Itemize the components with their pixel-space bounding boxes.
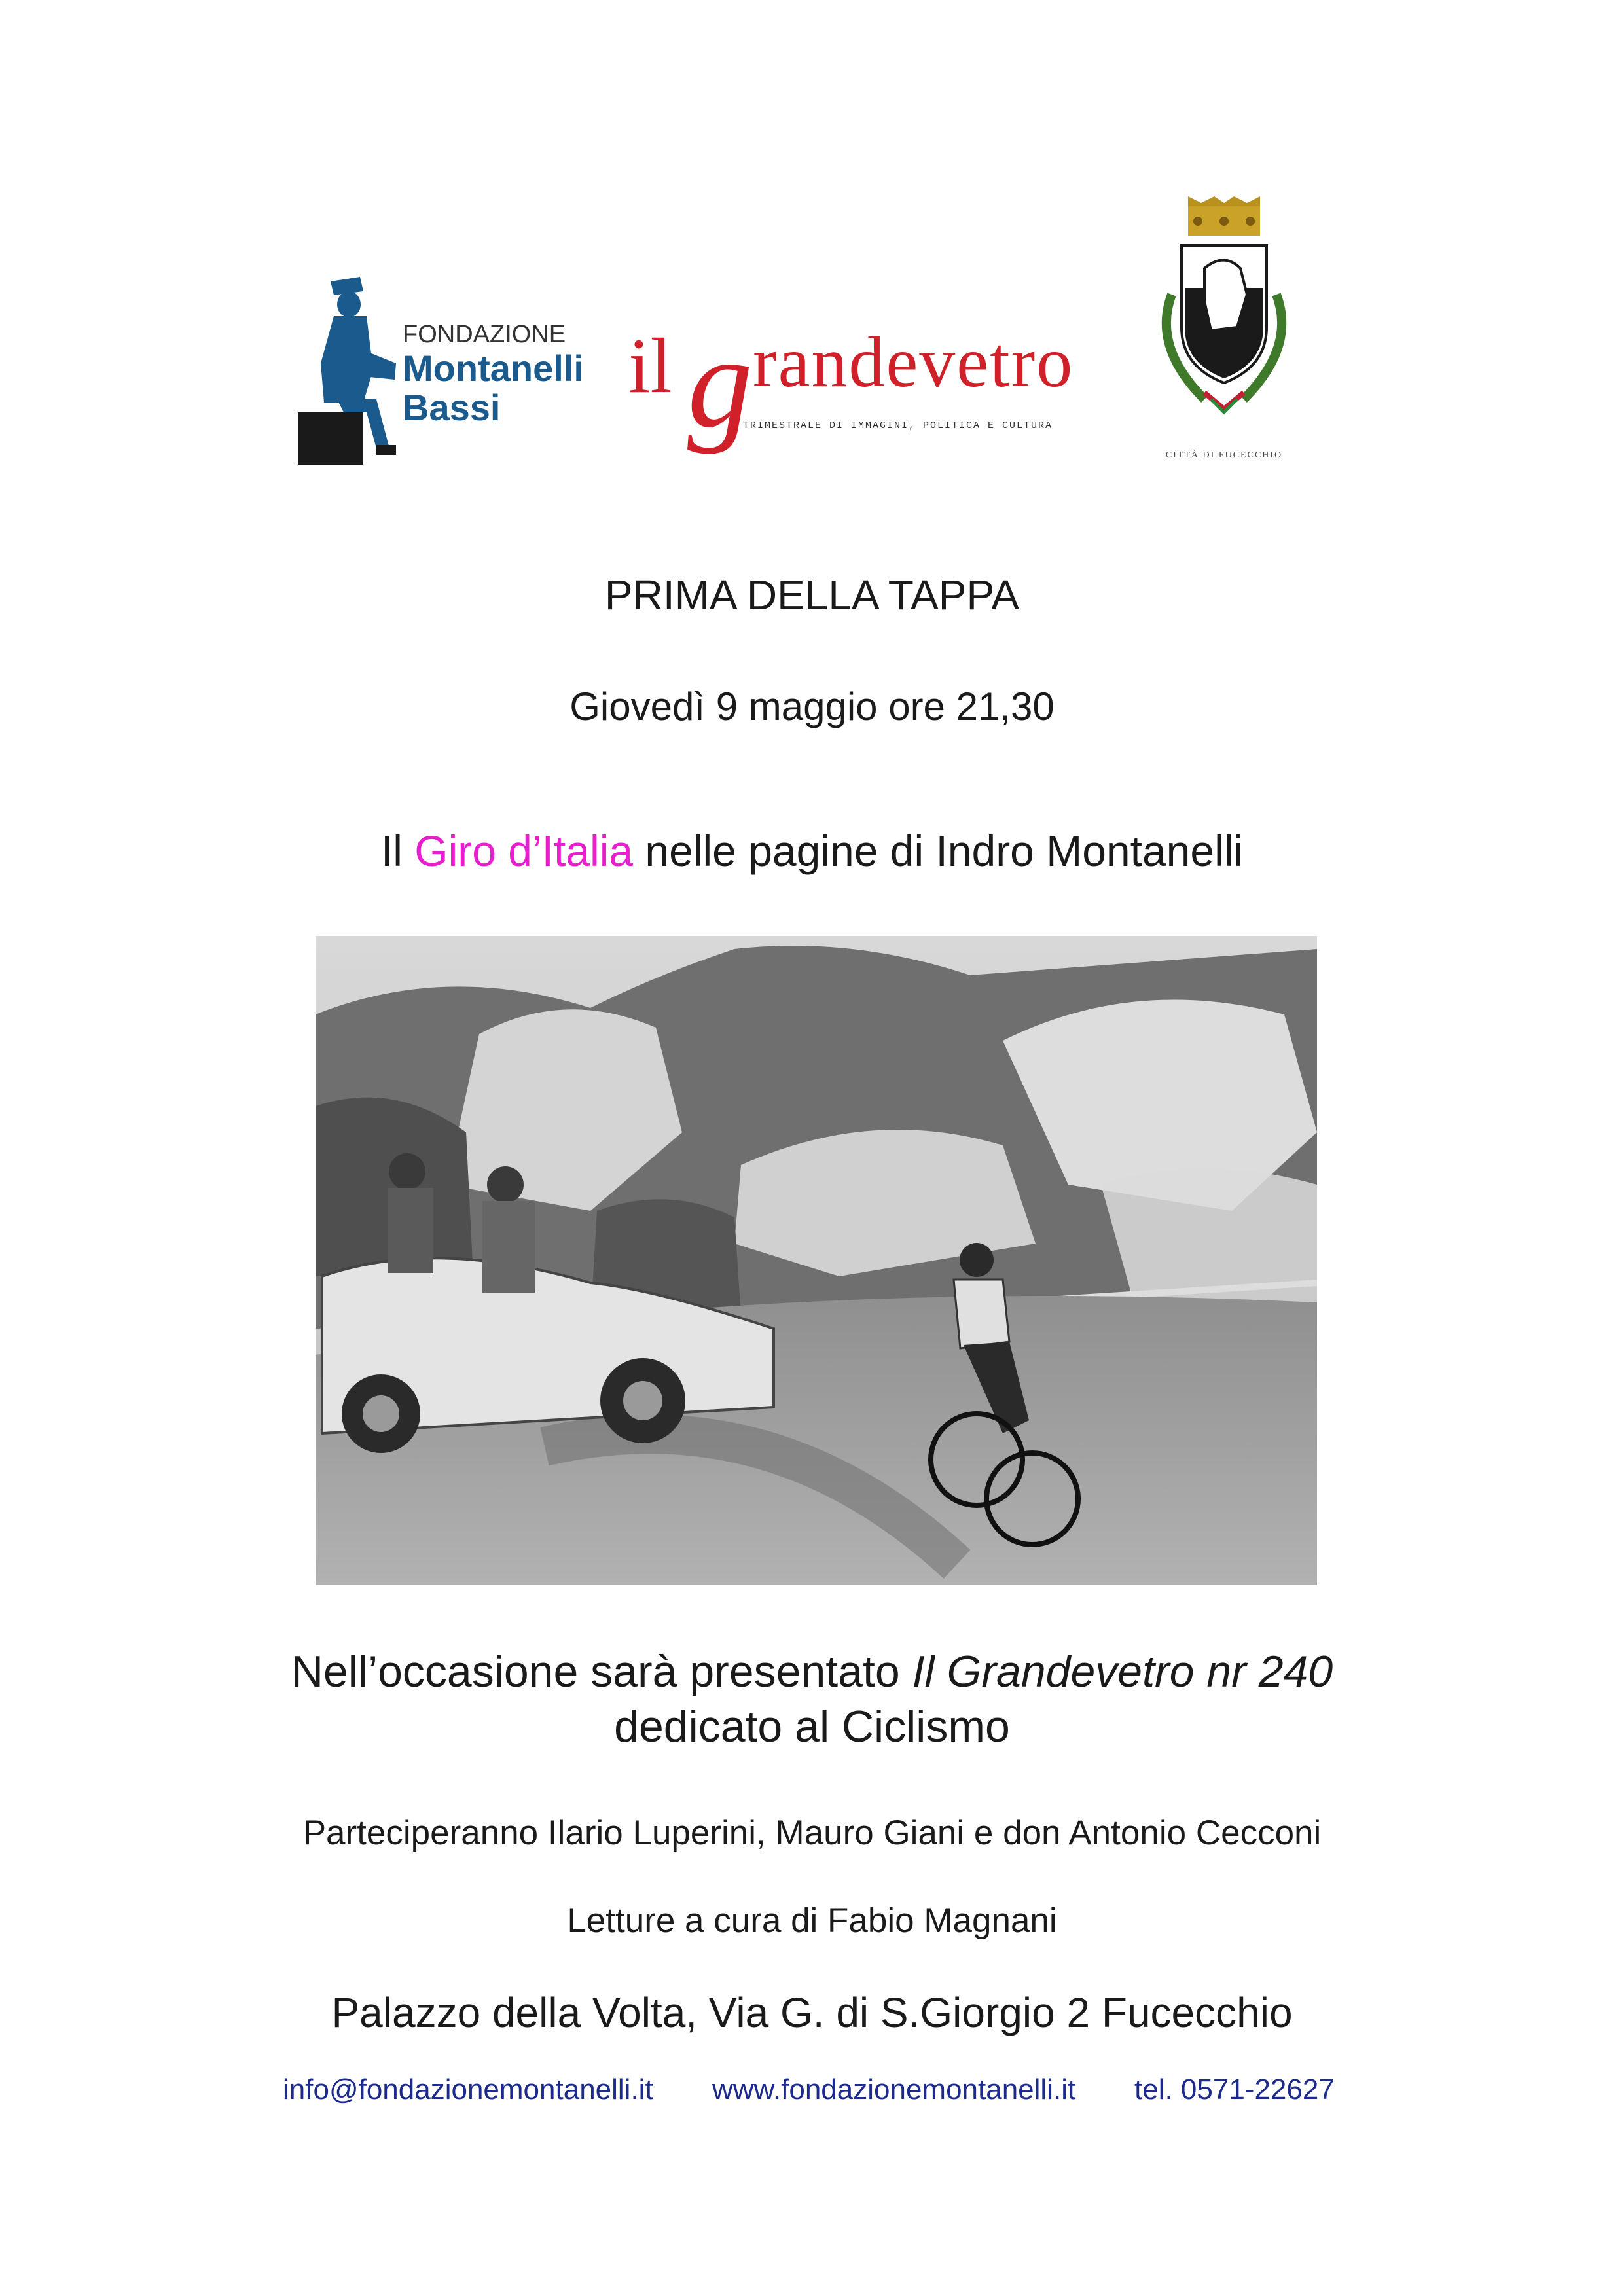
participants: Parteciperanno Ilario Luperini, Mauro Giani e don Antonio Cecconi xyxy=(302,1814,1322,1852)
coat-of-arms-icon xyxy=(1126,196,1322,445)
grandevetro-prefix: il xyxy=(628,322,672,409)
cyclist-photo xyxy=(316,936,1317,1585)
citta-di-fucecchio-crest xyxy=(1126,196,1322,471)
readings: Letture a cura di Fabio Magnani xyxy=(567,1901,1057,1940)
presentation-line1-text: Nell’occasione sarà presentato xyxy=(291,1647,912,1696)
bassi-label: Bassi xyxy=(403,387,501,428)
venue: Palazzo della Volta, Via G. di S.Giorgio 2 Fucecchio xyxy=(331,1989,1293,2036)
subtitle-pre: Il xyxy=(380,827,415,875)
grandevetro-g-letter: g xyxy=(687,310,753,455)
page-title: PRIMA DELLA TAPPA xyxy=(604,571,1020,619)
event-date: Giovedì 9 maggio ore 21,30 xyxy=(569,685,1055,728)
city-caption: CITTÀ DI FUCECCHIO xyxy=(1165,450,1283,460)
presentation-line2: dedicato al Ciclismo xyxy=(614,1702,1010,1751)
grandevetro-logo xyxy=(628,301,1080,461)
grandevetro-subtitle: TRIMESTRALE DI IMMAGINI, POLITICA E CULTURA xyxy=(743,420,1053,431)
montanelli-label: Montanelli xyxy=(403,348,584,389)
presentation-note xyxy=(0,1644,1624,1754)
presentation-line1 xyxy=(0,1644,1624,1699)
email-link[interactable]: info@fondazionemontanelli.it xyxy=(283,2073,653,2106)
fondazione-label: FONDAZIONE xyxy=(403,321,566,348)
website-link[interactable]: www.fondazionemontanelli.it xyxy=(712,2073,1076,2106)
magazine-issue: Il Grandevetro nr 240 xyxy=(912,1647,1333,1696)
subtitle-post: nelle pagine di Indro Montanelli xyxy=(633,827,1244,875)
grandevetro-name: randevetro xyxy=(753,322,1074,402)
telephone: tel. 0571-22627 xyxy=(1134,2073,1335,2106)
fondazione-montanelli-bassi-logo xyxy=(298,272,592,468)
seated-man-silhouette-icon xyxy=(298,272,403,468)
event-subtitle xyxy=(0,826,1624,876)
subtitle-highlight: Giro d’Italia xyxy=(414,827,634,875)
